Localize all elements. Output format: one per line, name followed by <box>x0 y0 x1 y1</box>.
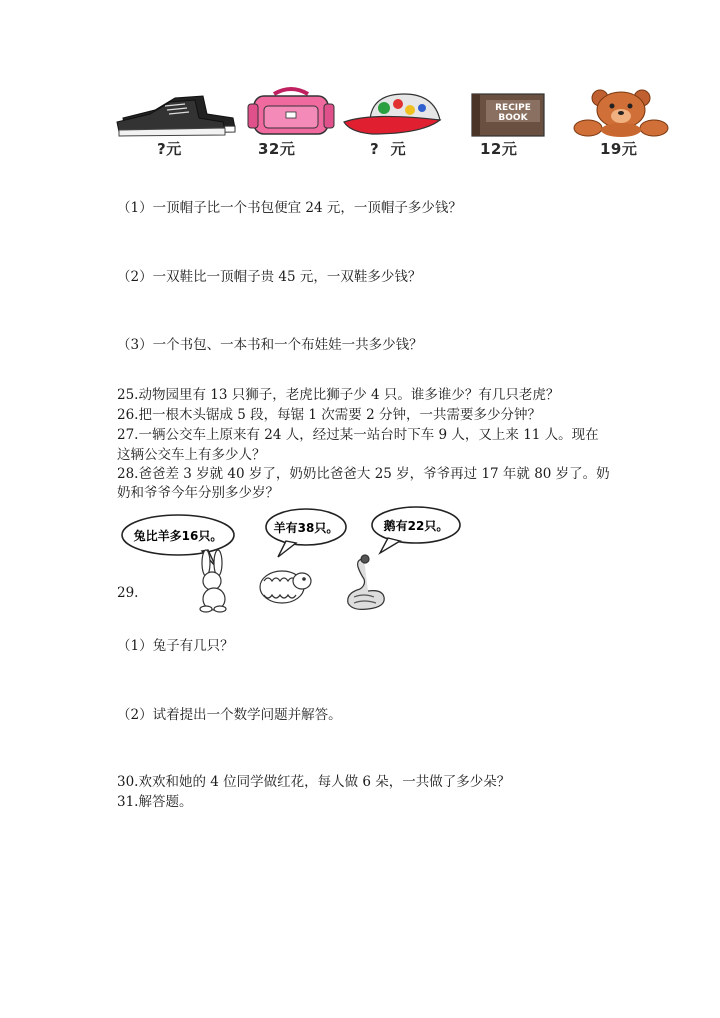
bubble-goose-text: 鹅有22只。 <box>383 519 449 533</box>
book-icon <box>470 92 546 138</box>
bubble-rabbit-text: 兔比羊多16只。 <box>133 529 223 543</box>
question-29-sub-1: （1）兔子有几只？ <box>117 638 234 654</box>
book-cover-text-2: BOOK <box>498 113 528 123</box>
sheep-icon <box>260 571 311 603</box>
question-29-sub-2: （2）试着提出一个数学问题并解答。 <box>117 707 342 723</box>
question-25: 25.动物园里有 13 只狮子，老虎比狮子少 4 只。谁多谁少？有几只老虎？ <box>117 387 560 403</box>
price-shoes: ?元 <box>157 140 182 158</box>
price-teddy-bear: 19元 <box>600 140 638 158</box>
item-cap <box>342 90 448 140</box>
question-sub-1: （1）一顶帽子比一个书包便宜 24 元，一顶帽子多少钱？ <box>117 200 462 216</box>
question-sub-2: （2）一双鞋比一顶帽子贵 45 元，一双鞋多少钱？ <box>117 269 422 285</box>
animals-illustration <box>118 505 478 615</box>
teddy-bear-icon <box>570 88 672 138</box>
question-29-number: 29. <box>117 585 139 601</box>
book-cover-text-1: RECIPE <box>495 103 531 113</box>
question-28-line-2: 奶和爷爷今年分别多少岁？ <box>117 485 279 501</box>
price-schoolbag: 32元 <box>258 140 296 158</box>
schoolbag-icon <box>246 86 336 138</box>
question-27-line-1: 27.一辆公交车上原来有 24 人，经过某一站台时下车 9 人，又上来 11 人。现在 <box>117 427 599 443</box>
item-shoes <box>115 88 240 138</box>
cap-icon <box>342 90 448 138</box>
shoes-icon <box>115 88 240 138</box>
price-cap: ? 元 <box>370 140 407 158</box>
price-recipe-book: 12元 <box>480 140 518 158</box>
goose-icon <box>348 555 384 609</box>
bubble-sheep-text: 羊有38只。 <box>273 521 339 535</box>
question-26: 26.把一根木头锯成 5 段，每锯 1 次需要 2 分钟，一共需要多少分钟？ <box>117 407 541 423</box>
question-30: 30.欢欢和她的 4 位同学做红花，每人做 6 朵，一共做了多少朵？ <box>117 774 511 790</box>
item-teddy-bear <box>570 88 672 138</box>
item-recipe-book <box>470 92 546 138</box>
question-sub-3: （3）一个书包、一本书和一个布娃娃一共多少钱？ <box>117 337 423 353</box>
animals-speech-svg <box>118 505 478 615</box>
question-28-line-1: 28.爸爸差 3 岁就 40 岁了，奶奶比爸爸大 25 岁，爷爷再过 17 年就 80 岁了。奶 <box>117 466 610 482</box>
item-schoolbag <box>246 86 336 136</box>
question-31: 31.解答题。 <box>117 794 193 810</box>
question-27-line-2: 这辆公交车上有多少人？ <box>117 447 266 463</box>
